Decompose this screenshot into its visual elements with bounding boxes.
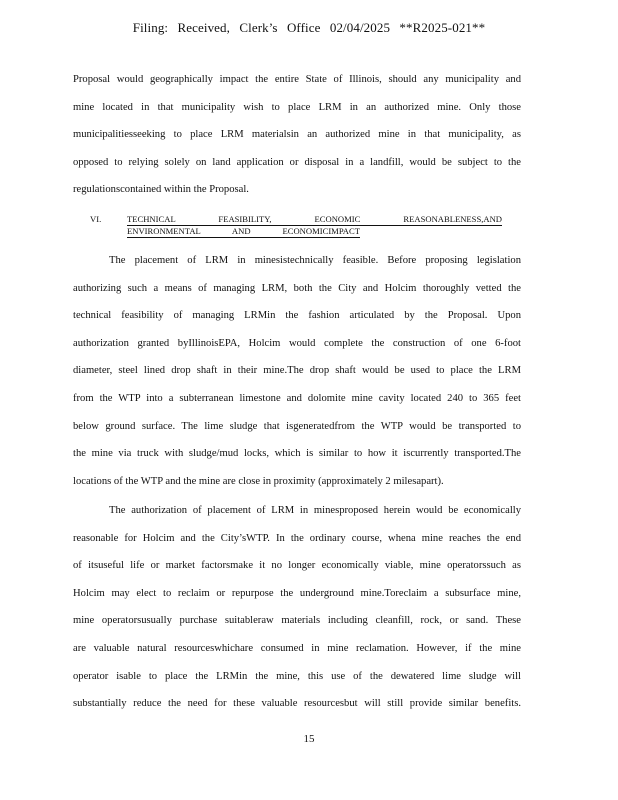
paragraph-1 <box>73 66 521 204</box>
text-line: reasonable for Holcim and the City’sWTP. In the ordinary course, whena mine reaches the end <box>73 532 521 544</box>
text-line: regulationscontained within the Proposal. <box>73 184 249 196</box>
text-line: Holcim may elect to reclaim or repurpose the underground mine.Toreclaim a subsurface mine, <box>73 587 521 599</box>
text-line: municipalitiesseeking to place LRM materialsin an authorized mine in that municipality, as <box>73 129 521 141</box>
text-line: substantially reduce the need for these valuable resourcesbut will still provide similar benefits. <box>73 698 521 710</box>
text-line: authorization granted byIllinoisEPA, Holcim would complete the construction of one 6-foot <box>73 337 521 349</box>
text-line: the mine via truck with sludge/mud locks, which is similar to how it iscurrently transported.The <box>73 448 521 460</box>
text-line: from the WTP into a subterranean limestone and dolomite mine cavity located 240 to 365 feet <box>73 392 521 404</box>
text-line: of itsuseful life or market factorsmake it no longer economically viable, mine operatorssuch as <box>73 560 521 572</box>
text-line: technical feasibility of managing LRMin the fashion articulated by the Proposal. Upon <box>73 310 521 322</box>
text-line: locations of the WTP and the mine are close in proximity (approximately 2 milesapart). <box>73 475 444 487</box>
text-line: diameter, steel lined drop shaft in their mine.The drop shaft would be used to place the LRM <box>73 365 521 377</box>
page-number: 15 <box>303 733 315 745</box>
text-line: opposed to relying solely on land application or disposal in a landfill, would be subject to the <box>73 156 521 168</box>
filing-header: Filing: Received, Clerk’s Office 02/04/2025 **R2025-021** <box>132 20 486 35</box>
text-line: Proposal would geographically impact the entire State of Illinois, should any municipality and <box>73 74 521 85</box>
text-line: authorizing such a means of managing LRM, both the City and Holcim thoroughly vetted the <box>73 282 521 294</box>
paragraph-2 <box>73 247 521 495</box>
text-line: below ground surface. The lime sludge that isgeneratedfrom the WTP would be transported to <box>73 420 521 432</box>
section-title-line-2: ENVIRONMENTAL AND ECONOMICIMPACT <box>127 226 360 236</box>
text-line: are valuable natural resourceswhichare consumed in mine reclamation. However, if the mine <box>73 642 521 654</box>
text-line: The authorization of placement of LRM in minesproposed herein would be economically <box>109 505 521 516</box>
section-number: VI. <box>90 214 102 224</box>
text-line: operator isable to place the LRMin the mine, this use of the dewatered lime sludge will <box>73 670 521 682</box>
section-title-line-1: TECHNICAL FEASIBILITY, ECONOMIC REASONABLENESS,AND <box>127 214 502 224</box>
text-line: The placement of LRM in minesistechnically feasible. Before proposing legislation <box>109 255 521 266</box>
text-line: mine located in that municipality wish to place LRM in an authorized mine. Only those <box>73 101 521 113</box>
text-line: mine operatorsusually purchase suitableraw materials including cleanfill, rock, or sand. These <box>73 615 521 627</box>
paragraph-3 <box>73 497 521 718</box>
